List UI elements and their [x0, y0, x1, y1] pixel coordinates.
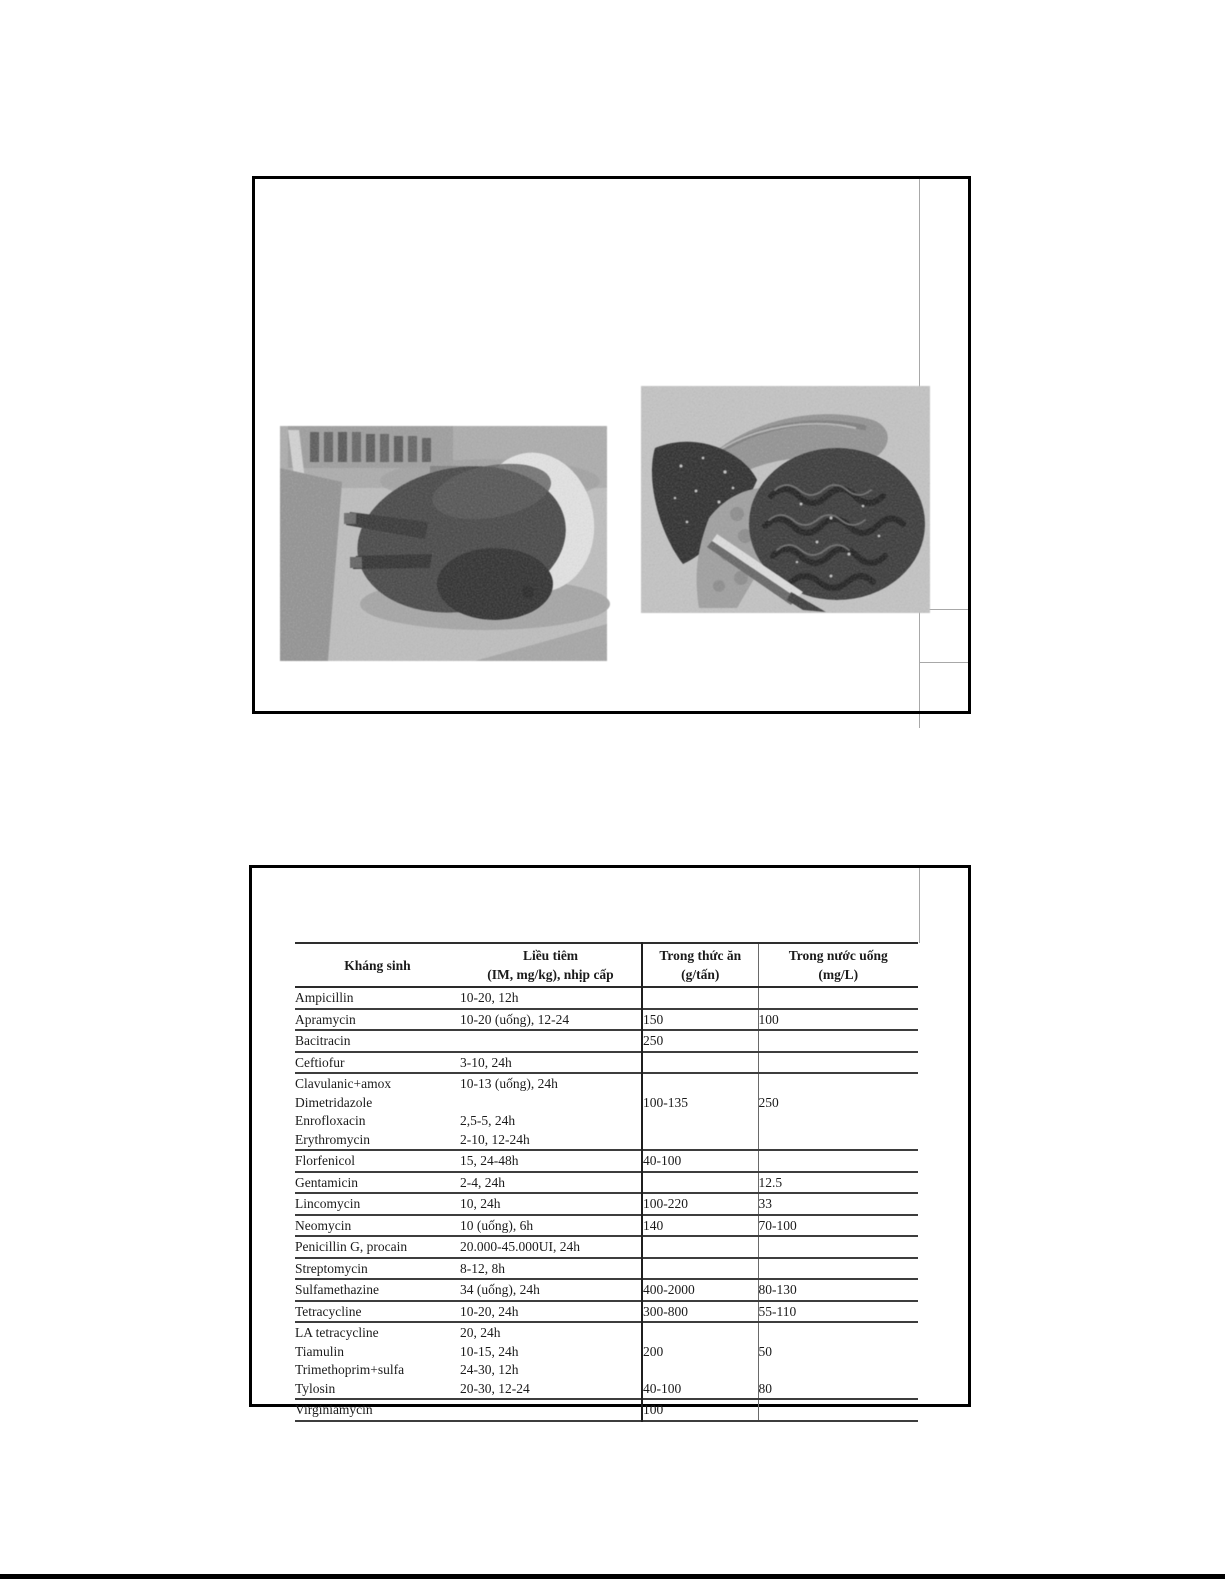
cell-line: Gentamicin [295, 1174, 358, 1190]
table-row [295, 1172, 918, 1194]
cell-line: 300-800 [643, 1303, 688, 1319]
cell-line: Penicillin G, procain [295, 1239, 408, 1254]
cell-line: 10 (uống), 6h [460, 1217, 534, 1233]
cell-line: 250 [643, 1033, 664, 1048]
cell-dose [460, 1301, 642, 1323]
table-row [295, 1009, 918, 1031]
column-header-0 [295, 943, 460, 987]
cell-line: 10-20, 24h [460, 1303, 519, 1319]
cell-line [643, 1131, 758, 1150]
cell-line: 80-130 [758, 1282, 797, 1297]
cell-water [758, 987, 918, 1009]
cell-name [295, 1279, 460, 1301]
table-row [295, 1073, 918, 1150]
cell-water [758, 1279, 918, 1301]
cell-line: 20.000-45.000UI, 24h [460, 1239, 580, 1254]
cell-name [295, 1301, 460, 1323]
cell-line [759, 1401, 919, 1420]
cell-water [758, 1215, 918, 1237]
column-header-line: (g/tấn) [681, 967, 720, 982]
cell-water [758, 1052, 918, 1074]
cell-dose [460, 1073, 642, 1150]
table-row [295, 987, 918, 1009]
table-body [295, 987, 918, 1421]
cell-name [295, 1258, 460, 1280]
cell-line: 10-20, 12h [460, 990, 519, 1005]
column-header-line: (mg/L) [818, 967, 859, 982]
cell-name [295, 1030, 460, 1052]
cell-line: Clavulanic+amox [295, 1076, 392, 1091]
cell-line: 15, 24-48h [460, 1153, 519, 1168]
cell-line: 3-10, 24h [460, 1054, 512, 1070]
cell-dose [460, 1399, 642, 1421]
pig-carcass-photo [280, 426, 607, 661]
cell-feed [642, 1073, 758, 1150]
cell-line: 150 [643, 1011, 664, 1027]
cell-line: 40-100 [643, 1153, 682, 1168]
cell-line: 2,5-5, 24h [460, 1113, 516, 1128]
cell-line: Sulfamethazine [295, 1282, 379, 1297]
cell-name [295, 1322, 460, 1399]
cell-name [295, 1399, 460, 1421]
cell-dose [460, 1009, 642, 1031]
cell-line: 100-220 [643, 1196, 688, 1211]
cell-line: Bacitracin [295, 1033, 351, 1048]
cell-line: Dimetridazole [295, 1094, 373, 1110]
slide-top [252, 176, 971, 714]
cell-feed [642, 1399, 758, 1421]
cell-line: 55-110 [758, 1303, 797, 1319]
cell-dose [460, 1150, 642, 1172]
cell-line: 100 [643, 1402, 664, 1417]
cell-water [758, 1236, 918, 1258]
cell-line: Trimethoprim+sulfa [295, 1362, 405, 1377]
cell-feed [642, 1258, 758, 1280]
cell-name [295, 1052, 460, 1074]
table-row [295, 1030, 918, 1052]
cell-line: 10-15, 24h [460, 1343, 519, 1359]
column-header-line: Kháng sinh [344, 957, 411, 973]
cell-line: Neomycin [295, 1217, 352, 1233]
cell-feed [642, 1236, 758, 1258]
cell-feed [642, 1322, 758, 1399]
cell-dose [460, 1279, 642, 1301]
cell-feed [642, 1030, 758, 1052]
cell-line [759, 1032, 919, 1051]
cell-line: 20-30, 12-24 [460, 1380, 530, 1396]
cell-line [759, 1260, 919, 1279]
cell-dose [460, 1172, 642, 1194]
cell-water [758, 1172, 918, 1194]
cell-line: Tetracycline [295, 1303, 362, 1319]
column-header-line: Trong thức ăn [659, 948, 742, 963]
intestines-illustration [641, 386, 930, 613]
cell-line: 200 [643, 1343, 664, 1359]
cell-line: Ampicillin [295, 990, 354, 1005]
cell-water [758, 1030, 918, 1052]
cell-feed [642, 1172, 758, 1194]
cell-line: 33 [758, 1196, 772, 1211]
cell-line: 80 [758, 1380, 772, 1396]
antibiotics-table [295, 942, 918, 1422]
cell-line [643, 989, 758, 1008]
cell-water [758, 1322, 918, 1399]
cell-line [759, 1324, 919, 1343]
cell-line: 12.5 [758, 1174, 783, 1190]
page-bottom-rule [0, 1574, 1225, 1579]
grid-line-vertical-bottom [919, 868, 920, 943]
cell-line [460, 1401, 641, 1420]
cell-water [758, 1399, 918, 1421]
cell-line [460, 1032, 641, 1051]
cell-line: Tylosin [295, 1380, 336, 1396]
header-row [295, 943, 918, 987]
cell-line: 34 (uống), 24h [460, 1282, 540, 1297]
cell-water [758, 1258, 918, 1280]
cell-dose [460, 1236, 642, 1258]
cell-line [759, 1238, 919, 1257]
antibiotics-table-wrap [295, 942, 918, 1417]
cell-name [295, 1073, 460, 1150]
cell-water [758, 1193, 918, 1215]
cell-line [759, 989, 919, 1008]
cell-dose [460, 1030, 642, 1052]
column-header-line: (IM, mg/kg), nhịp cấp [487, 967, 614, 982]
cell-dose [460, 987, 642, 1009]
table-row [295, 1279, 918, 1301]
column-header-1 [460, 943, 642, 987]
cell-line: 70-100 [758, 1217, 797, 1233]
cell-line [643, 1324, 758, 1343]
cell-line [759, 1112, 919, 1131]
cell-water [758, 1150, 918, 1172]
table-row [295, 1052, 918, 1074]
cell-feed [642, 1193, 758, 1215]
cell-line: Florfenicol [295, 1153, 355, 1168]
cell-line [759, 1075, 919, 1094]
cell-name [295, 1172, 460, 1194]
cell-name [295, 1009, 460, 1031]
column-header-2 [642, 943, 758, 987]
cell-line [643, 1075, 758, 1094]
cell-line: 8-12, 8h [460, 1260, 505, 1276]
cell-water [758, 1009, 918, 1031]
necropsy-intestines-photo [641, 386, 930, 613]
cell-feed [642, 1215, 758, 1237]
cell-line: 10, 24h [460, 1196, 501, 1211]
cell-line [643, 1174, 758, 1193]
cell-feed [642, 987, 758, 1009]
table-row [295, 1193, 918, 1215]
cell-line: 2-10, 12-24h [460, 1131, 530, 1147]
column-header-line: Trong nước uống [788, 948, 888, 963]
table-row [295, 1399, 918, 1421]
pig-carcass-illustration [280, 426, 607, 661]
cell-line: 250 [758, 1094, 779, 1110]
cell-dose [460, 1052, 642, 1074]
cell-line: LA tetracycline [295, 1325, 379, 1340]
cell-name [295, 1236, 460, 1258]
cell-line: 40-100 [643, 1380, 682, 1396]
cell-feed [642, 1052, 758, 1074]
cell-feed [642, 1150, 758, 1172]
cell-dose [460, 1193, 642, 1215]
cell-name [295, 987, 460, 1009]
cell-line [643, 1361, 758, 1380]
cell-feed [642, 1009, 758, 1031]
cell-line: Lincomycin [295, 1196, 361, 1211]
cell-line: 24-30, 12h [460, 1362, 519, 1377]
cell-line: Virginiamycin [295, 1402, 373, 1417]
cell-line [460, 1094, 641, 1113]
grid-line-horizontal-2 [919, 662, 968, 663]
cell-line [759, 1361, 919, 1380]
table-row [295, 1258, 918, 1280]
cell-line: Enrofloxacin [295, 1113, 366, 1128]
cell-line [759, 1152, 919, 1171]
cell-line: 140 [643, 1217, 664, 1233]
table-row [295, 1301, 918, 1323]
cell-line: 100-135 [643, 1094, 688, 1110]
cell-name [295, 1215, 460, 1237]
column-header-3 [758, 943, 918, 987]
cell-feed [642, 1301, 758, 1323]
cell-dose [460, 1258, 642, 1280]
cell-line: 2-4, 24h [460, 1174, 505, 1190]
grid-line-vertical-tail [919, 714, 920, 728]
cell-line: Tiamulin [295, 1343, 345, 1359]
cell-dose [460, 1322, 642, 1399]
cell-line [643, 1054, 758, 1073]
slide-bottom [249, 865, 971, 1417]
cell-line [643, 1112, 758, 1131]
cell-line [759, 1054, 919, 1073]
cell-line: Ceftiofur [295, 1054, 345, 1070]
cell-line [643, 1238, 758, 1257]
cell-line: 400-2000 [643, 1282, 695, 1297]
cell-dose [460, 1215, 642, 1237]
cell-line: 50 [758, 1343, 772, 1359]
table-row [295, 1322, 918, 1399]
cell-line: Streptomycin [295, 1260, 368, 1276]
cell-line: 20, 24h [460, 1325, 501, 1340]
cell-line [759, 1131, 919, 1150]
cell-name [295, 1193, 460, 1215]
cell-feed [642, 1279, 758, 1301]
cell-water [758, 1073, 918, 1150]
table-row [295, 1236, 918, 1258]
cell-line: 10-20 (uống), 12-24 [460, 1011, 570, 1027]
cell-line: Apramycin [295, 1011, 356, 1027]
cell-line: 100 [758, 1011, 779, 1027]
table-header [295, 943, 918, 987]
cell-name [295, 1150, 460, 1172]
table-row [295, 1150, 918, 1172]
cell-line: Erythromycin [295, 1131, 370, 1147]
cell-water [758, 1301, 918, 1323]
cell-line [643, 1260, 758, 1279]
column-header-line: Liều tiêm [522, 948, 579, 963]
cell-line: 10-13 (uống), 24h [460, 1076, 558, 1091]
table-row [295, 1215, 918, 1237]
